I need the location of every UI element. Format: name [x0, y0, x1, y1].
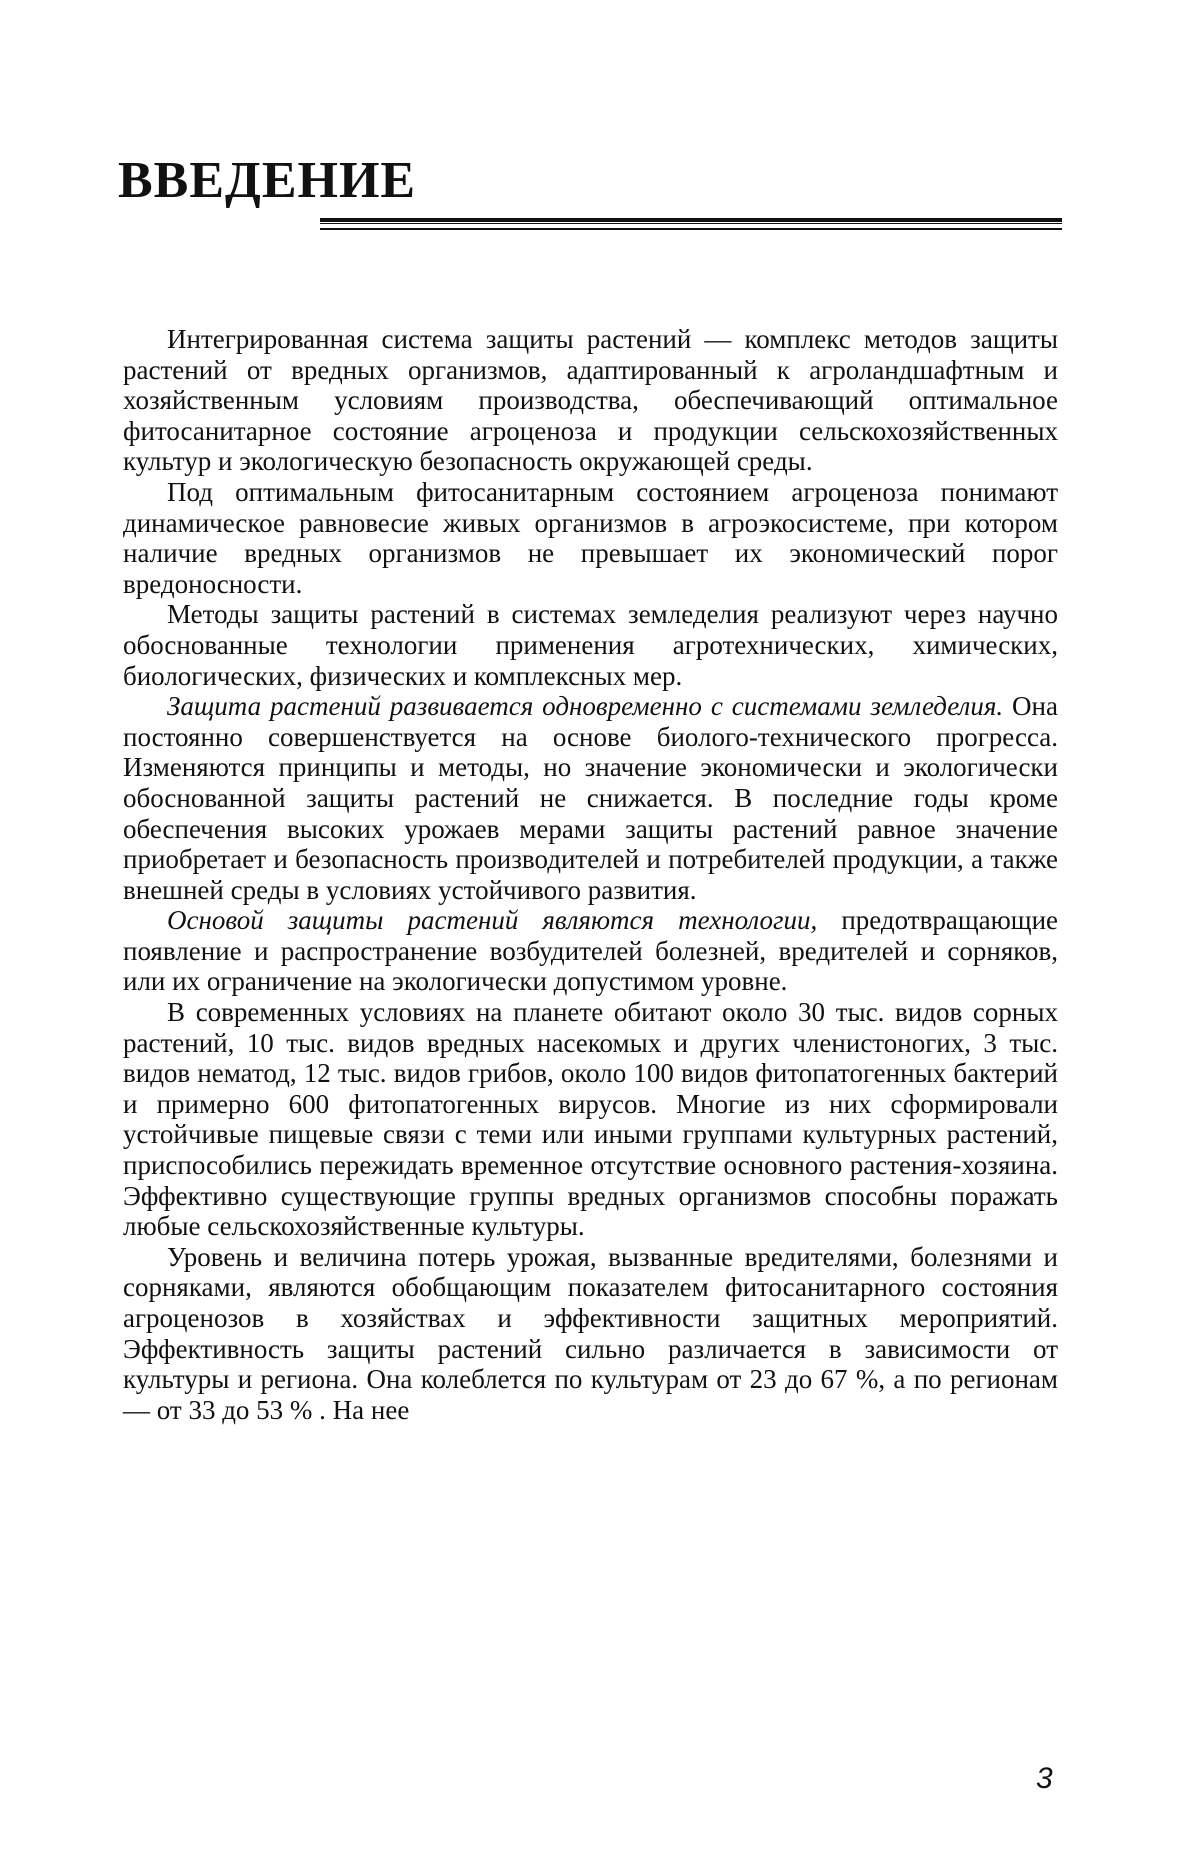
paragraph	[123, 905, 1058, 997]
paragraph	[123, 1242, 1058, 1426]
paragraph-italic-text: Основой защиты растений являются технологии,	[167, 905, 818, 936]
heading-rule	[320, 218, 1062, 230]
paragraph	[123, 324, 1058, 477]
paragraph	[123, 691, 1058, 905]
paragraph-text: Под оптимальным фитосанитарным состоянием агроценоза понимают динамическое равновесие живых организмов в агроэкосистеме, при котором наличие вредных организмов не превышает их экономический порог вредоносности.	[123, 476, 1058, 599]
paragraph-text: Интегрированная система защиты растений — комплекс методов защиты растений от вредных организмов, адаптированный к агроландшафтным и хозяйственным условиям производства, обеспечивающий оптимальное фитосанитарное состояние агроценоза и продукции сельскохозяйственных культур и экологическую безопасность окружающей среды.	[123, 324, 1058, 477]
body-text	[123, 324, 1058, 1425]
chapter-heading: ВВЕДЕНИЕ	[118, 152, 417, 209]
paragraph-text: Она постоянно совершенствуется на основе биолого-технического прогресса. Изменяются принципы и методы, но значение экономически и экологически обоснованной защиты растений не снижается. В последние годы кроме обеспечения высоких урожаев мерами защиты растений равное значение приобретает и безопасность производителей и потребителей продукции, а также внешней среды в условиях устойчивого развития.	[123, 691, 1058, 905]
paragraph-text: В современных условиях на планете обитают около 30 тыс. видов сорных растений, 10 тыс. видов вредных насекомых и других членистоногих, 3 тыс. видов нематод, 12 тыс. видов грибов, около 100 видов фитопатогенных бактерий и примерно 600 фитопатогенных вирусов. Многие из них сформировали устойчивые пищевые связи с теми или иными группами культурных растений, приспособились пережидать временное отсутствие основного растения-хозяина. Эффективно существующие группы вредных организмов способны поражать любые сельскохозяйственные культуры.	[123, 997, 1058, 1242]
paragraph-text: Методы защиты растений в системах земледелия реализуют через научно обоснованные технологии применения агротехнических, химических, биологических, физических и комплексных мер.	[123, 599, 1058, 691]
paragraph	[123, 599, 1058, 691]
paragraph-text: предотвращающие появление и распространение возбудителей болезней, вредителей и сорняков, или их ограничение на экологически допустимом уровне.	[123, 905, 1058, 997]
paragraph	[123, 997, 1058, 1242]
page-number: 3	[1036, 1762, 1053, 1795]
paragraph	[123, 477, 1058, 599]
paragraph-text: Уровень и величина потерь урожая, вызванные вредителями, болезнями и сорняками, являются обобщающим показателем фитосанитарного состояния агроценозов в хозяйствах и эффективности защитных мероприятий. Эффективность защиты растений сильно различается в зависимости от культуры и региона. Она колеблется по культурам от 23 до 67 %, а по регионам — от 33 до 53 % . На нее	[123, 1241, 1058, 1425]
paragraph-italic-text: Защита растений развивается одновременно с системами земледелия.	[167, 691, 1004, 722]
